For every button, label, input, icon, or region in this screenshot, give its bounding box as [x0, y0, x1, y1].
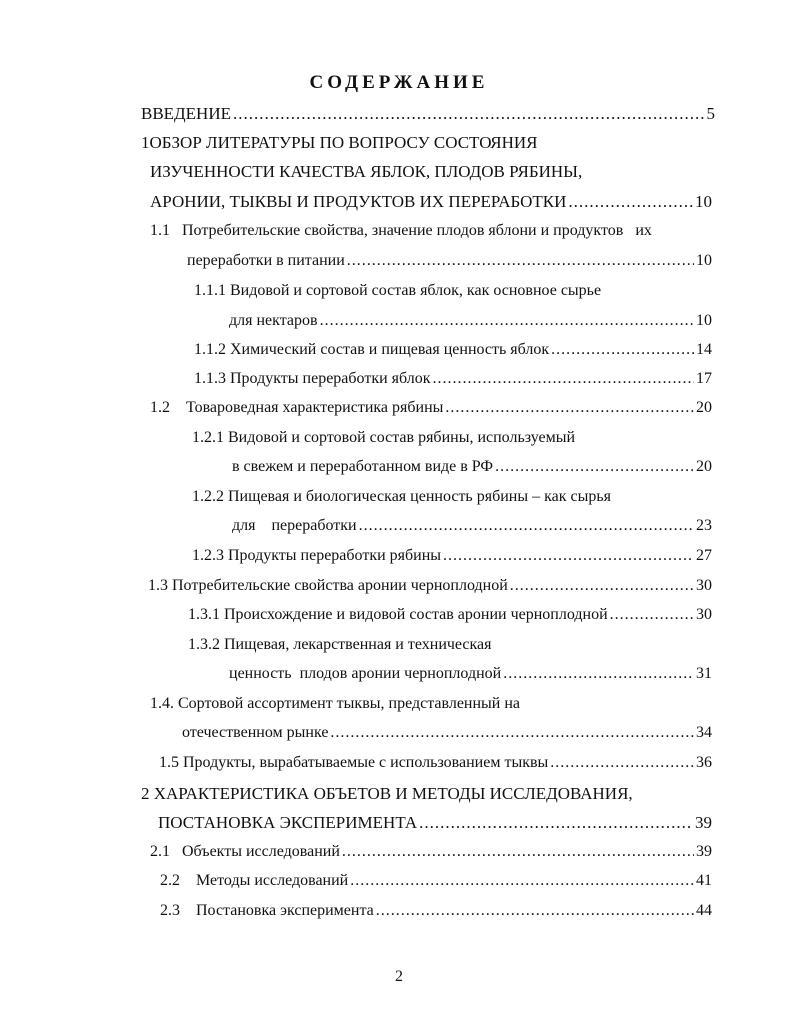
- toc-leader: [433, 370, 694, 388]
- toc-entry-page: 39: [696, 843, 712, 860]
- toc-entry-text: для нектаров: [229, 312, 318, 329]
- toc-entry-text: АРОНИИ, ТЫКВЫ И ПРОДУКТОВ ИХ ПЕРЕРАБОТКИ: [150, 192, 567, 211]
- toc-leader: [550, 754, 694, 772]
- toc-leader: [233, 104, 705, 124]
- toc-entry-text: переработки в питании: [187, 252, 345, 269]
- toc-entry-text: 1.1 Потребительские свойства, значение плодов яблони и продуктов их: [150, 222, 652, 239]
- toc-entry: [160, 902, 712, 926]
- toc-entry-page: 5: [706, 104, 715, 123]
- toc-entry-page: 14: [696, 341, 712, 358]
- toc-entry-text: 1.1.3 Продукты переработки яблок: [194, 370, 431, 387]
- toc-entry-text: 1.2 Товароведная характеристика рябины: [150, 399, 444, 416]
- toc-entry-text: 1.5 Продукты, вырабатываемые с использованием тыквы: [159, 754, 549, 771]
- toc-entry-page: 10: [695, 192, 712, 211]
- toc-entry: [148, 577, 712, 601]
- toc-entry-text: 1.3 Потребительские свойства аронии черноплодной: [148, 577, 508, 594]
- toc-entry-page: 36: [696, 754, 712, 771]
- toc-entry: [159, 754, 712, 778]
- toc-entry-page: 30: [696, 606, 712, 623]
- toc-entry-text: 2 ХАРАКТЕРИСТИКА ОБЪЕТОВ И МЕТОДЫ ИССЛЕДОВАНИЯ,: [141, 784, 633, 803]
- toc-entry: [188, 606, 712, 630]
- toc-entry-text: ценность плодов аронии черноплодной: [229, 665, 502, 682]
- toc-entry: [229, 312, 712, 336]
- toc-entry: [141, 104, 715, 128]
- toc-entry: [194, 282, 601, 306]
- toc-entry-text: отечественном рынке: [182, 724, 329, 741]
- toc-entry-page: 23: [696, 517, 712, 534]
- toc-leader: [330, 724, 694, 742]
- toc-entry-text: 1.3.1 Происхождение и видовой состав аронии черноплодной: [188, 606, 608, 623]
- toc-entry-page: 44: [696, 902, 712, 919]
- toc-entry: [160, 872, 712, 896]
- toc-entry: [150, 399, 712, 423]
- toc-leader: [342, 843, 694, 861]
- toc-entry-text: 1.2.1 Видовой и сортовой состав рябины, используемый: [192, 429, 576, 446]
- toc-entry-text: 1.1.1 Видовой и сортовой состав яблок, как основное сырье: [194, 282, 602, 299]
- toc-entry-page: 20: [696, 399, 712, 416]
- toc-leader: [495, 458, 694, 476]
- toc-entry-text: ВВЕДЕНИЕ: [141, 104, 231, 123]
- toc-leader: [320, 312, 694, 330]
- toc-entry-text: 1.1.2 Химический состав и пищевая ценность яблок: [194, 341, 550, 358]
- toc-leader: [610, 606, 694, 624]
- toc-leader: [359, 517, 694, 535]
- toc-leader: [568, 192, 693, 212]
- toc-entry: [150, 222, 652, 246]
- toc-entry-text: 1.3.2 Пищевая, лекарственная и техническая: [188, 636, 492, 653]
- toc-entry: [194, 341, 712, 365]
- toc-entry: [150, 695, 520, 719]
- toc-entry: [141, 133, 537, 157]
- toc-entry: [229, 665, 712, 689]
- toc-entry: [141, 784, 633, 808]
- toc-entry-text: 1.4. Сортовой ассортимент тыквы, представленный на: [150, 695, 521, 712]
- toc-entry: [150, 843, 712, 867]
- toc-entry: [192, 488, 611, 512]
- toc-entry: [232, 458, 712, 482]
- toc-entry: [188, 636, 492, 660]
- toc-entry-text: 2.3 Постановка эксперимента: [160, 902, 374, 919]
- toc-entry-text: 2.1 Объекты исследований: [150, 843, 340, 860]
- toc-entry-text: 1.2.3 Продукты переработки рябины: [192, 547, 442, 564]
- toc-entry-page: 31: [696, 665, 712, 682]
- toc-entry-text: для переработки: [232, 517, 357, 534]
- toc-leader: [503, 665, 694, 683]
- toc-leader: [376, 902, 694, 920]
- toc-entry-page: 20: [696, 458, 712, 475]
- toc-entry: [150, 192, 712, 216]
- toc-leader: [350, 872, 694, 890]
- toc-entry-page: 27: [696, 547, 712, 564]
- toc-entry-text: 2.2 Методы исследований: [160, 872, 349, 889]
- page-number: 2: [395, 968, 403, 985]
- toc-entry: [232, 517, 712, 541]
- toc-entry: [187, 252, 712, 276]
- toc-entry: [150, 162, 582, 186]
- toc-leader: [443, 547, 694, 565]
- toc-entry-text: 1ОБЗОР ЛИТЕРАТУРЫ ПО ВОПРОСУ СОСТОЯНИЯ: [141, 133, 538, 152]
- toc-entry: [182, 724, 712, 748]
- toc-entry-page: 17: [696, 370, 712, 387]
- toc-entry-page: 10: [696, 252, 712, 269]
- toc-leader: [445, 399, 694, 417]
- toc-leader: [510, 577, 694, 595]
- toc-entry: [192, 547, 712, 571]
- toc-entry-text: в свежем и переработанном виде в РФ: [232, 458, 494, 475]
- toc-leader: [347, 252, 694, 270]
- page-title: СОДЕРЖАНИЕ: [309, 72, 489, 93]
- toc-entry-page: 30: [696, 577, 712, 594]
- toc-entry-text: ПОСТАНОВКА ЭКСПЕРИМЕНТА: [158, 813, 418, 832]
- toc-entry-text: ИЗУЧЕННОСТИ КАЧЕСТВА ЯБЛОК, ПЛОДОВ РЯБИНЫ,: [150, 162, 583, 181]
- toc-entry-page: 39: [695, 813, 712, 832]
- toc-entry: [158, 813, 712, 837]
- toc-leader: [419, 813, 693, 833]
- toc-entry: [192, 429, 575, 453]
- toc-entry-page: 34: [696, 724, 712, 741]
- toc-entry: [194, 370, 712, 394]
- toc-entry-page: 10: [696, 312, 712, 329]
- toc-entry-text: 1.2.2 Пищевая и биологическая ценность рябины – как сырья: [192, 488, 612, 505]
- toc-entry-page: 41: [696, 872, 712, 889]
- toc-leader: [551, 341, 694, 359]
